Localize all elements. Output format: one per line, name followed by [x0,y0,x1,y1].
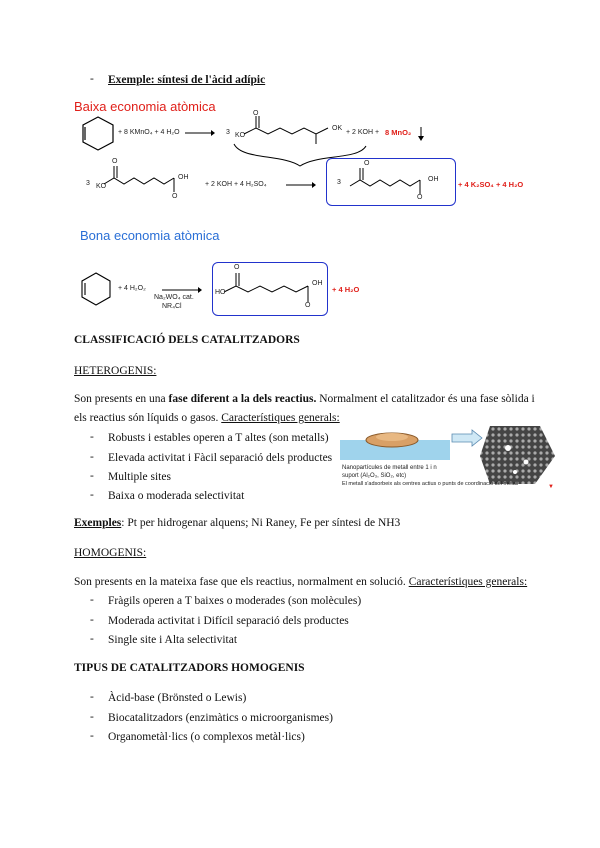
good-economy-title: Bona economia atòmica [80,228,220,243]
example-heading: Exemple: síntesi de l'àcid adípic [108,74,266,86]
list-item: Organometàl·lics (o complexos metàl·lics) [108,731,305,743]
bullet-dash: - [90,711,94,723]
cyclohexene-structure [80,115,120,155]
figure-caption: suport (Al₂O₃, SiO₂, etc) [342,473,407,479]
characteristics-label: Característiques generals: [408,576,528,588]
r2-reagents: + 2 KOH + 4 H₂SO₄ [205,181,267,188]
oh-label: OH [312,280,323,287]
o-label: O [417,194,423,201]
figure-caption: Nanopartícules de metall entre 1 i n [342,465,437,471]
o-label: O [364,160,370,167]
r3-byproduct: + 4 H₂O [332,285,360,294]
heterogenis-title: HETEROGENIS: [74,365,157,377]
bullet-dash: - [90,73,94,85]
bullet-dash: - [90,489,94,501]
examples-label: Exemples [74,517,122,529]
list-item: Àcid-base (Brönsted o Lewis) [108,692,247,704]
bullet-dash: - [90,730,94,742]
list-item: Moderada activitat i Difícil separació dels productes [108,615,349,627]
catalyst-label: NR₄Cl [162,303,182,310]
precipitate-arrow [417,127,425,141]
phase-emphasis: fase diferent a la dels reactius. [168,393,317,405]
oh-label: OH [428,176,439,183]
bullet-dash: - [90,614,94,626]
r3-reagents: + 4 H₂O₂ [118,285,146,292]
o-label: O [305,302,311,309]
list-item: Multiple sites [108,471,171,483]
examples-line: Exemples: Pt per hidrogenar alquens; Ni Raney, Fe per síntesi de NH3 [74,517,401,529]
figure-marker: ▼ [548,484,554,490]
bullet-dash: - [90,594,94,606]
cyclohexene-structure [80,272,116,308]
list-item: Fràgils operen a T baixes o moderades (son molècules) [108,595,362,607]
r1-products: + 2 KOH + [346,129,380,136]
bullet-dash: - [90,633,94,645]
bullet-dash: - [90,691,94,703]
ko-label: KO [96,183,107,190]
ko-label: KO [235,132,246,139]
list-item: Robusts i estables operen a T altes (son metalls) [108,432,329,444]
r2-coefficient: 3 [86,180,90,187]
reaction-arrow [162,286,202,294]
figure-caption: El metall s'adsorbeix als centres actius o punts de coordinació del metall [342,481,519,487]
reaction-arrow [286,181,316,189]
heterogenis-intro: Son presents en una fase diferent a la dels reactius. Normalment el catalitzador és una fase sòlida i [74,393,535,405]
bullet-dash: - [90,431,94,443]
o-label: O [253,110,259,117]
dipotassium-adipate-structure [244,112,344,144]
characteristics-label: Característiques generals: [221,412,340,424]
ho-label: HO [215,289,226,296]
adipic-acid-structure [350,162,440,198]
ok-label: OK [332,125,343,132]
reaction-arrow [185,129,215,137]
r1-reagents: + 8 KMnO₄ + 4 H₂O [118,129,180,136]
tipus-title: TIPUS DE CATALITZADORS HOMOGENIS [74,662,305,674]
bullet-dash: - [90,451,94,463]
r2-product-coefficient: 3 [337,179,341,186]
o-label: O [234,264,240,271]
low-economy-title: Baixa economia atòmica [74,99,216,114]
classification-title: CLASSIFICACIÓ DELS CATALITZADORS [74,334,300,346]
list-item: Baixa o moderada selectivitat [108,490,245,502]
list-item: Biocatalitzadors (enzimàtics o microorganismes) [108,712,333,724]
homogenis-intro: Son presents en la mateixa fase que els reactius, normalment en solució. Característiques generals: [74,576,528,588]
bullet-dash: - [90,470,94,482]
r1-coefficient: 3 [226,129,230,136]
list-item: Single site i Alta selectivitat [108,634,238,646]
o-label: O [112,158,118,165]
heterogenis-intro-line2: els reactius són líquids o gasos. Característiques generals: [74,412,340,424]
list-item: Elevada activitat i Fàcil separació dels productes [108,452,333,464]
oh-label: OH [178,174,189,181]
r2-byproducts: + 4 K₂SO₄ + 4 H₂O [458,180,524,189]
o-label: O [172,193,178,200]
catalyst-label: Na₂WO₄ cat. [154,294,194,301]
homogenis-title: HOMOGENIS: [74,547,147,559]
mno2-byproduct: 8 MnO₂ [385,128,412,137]
